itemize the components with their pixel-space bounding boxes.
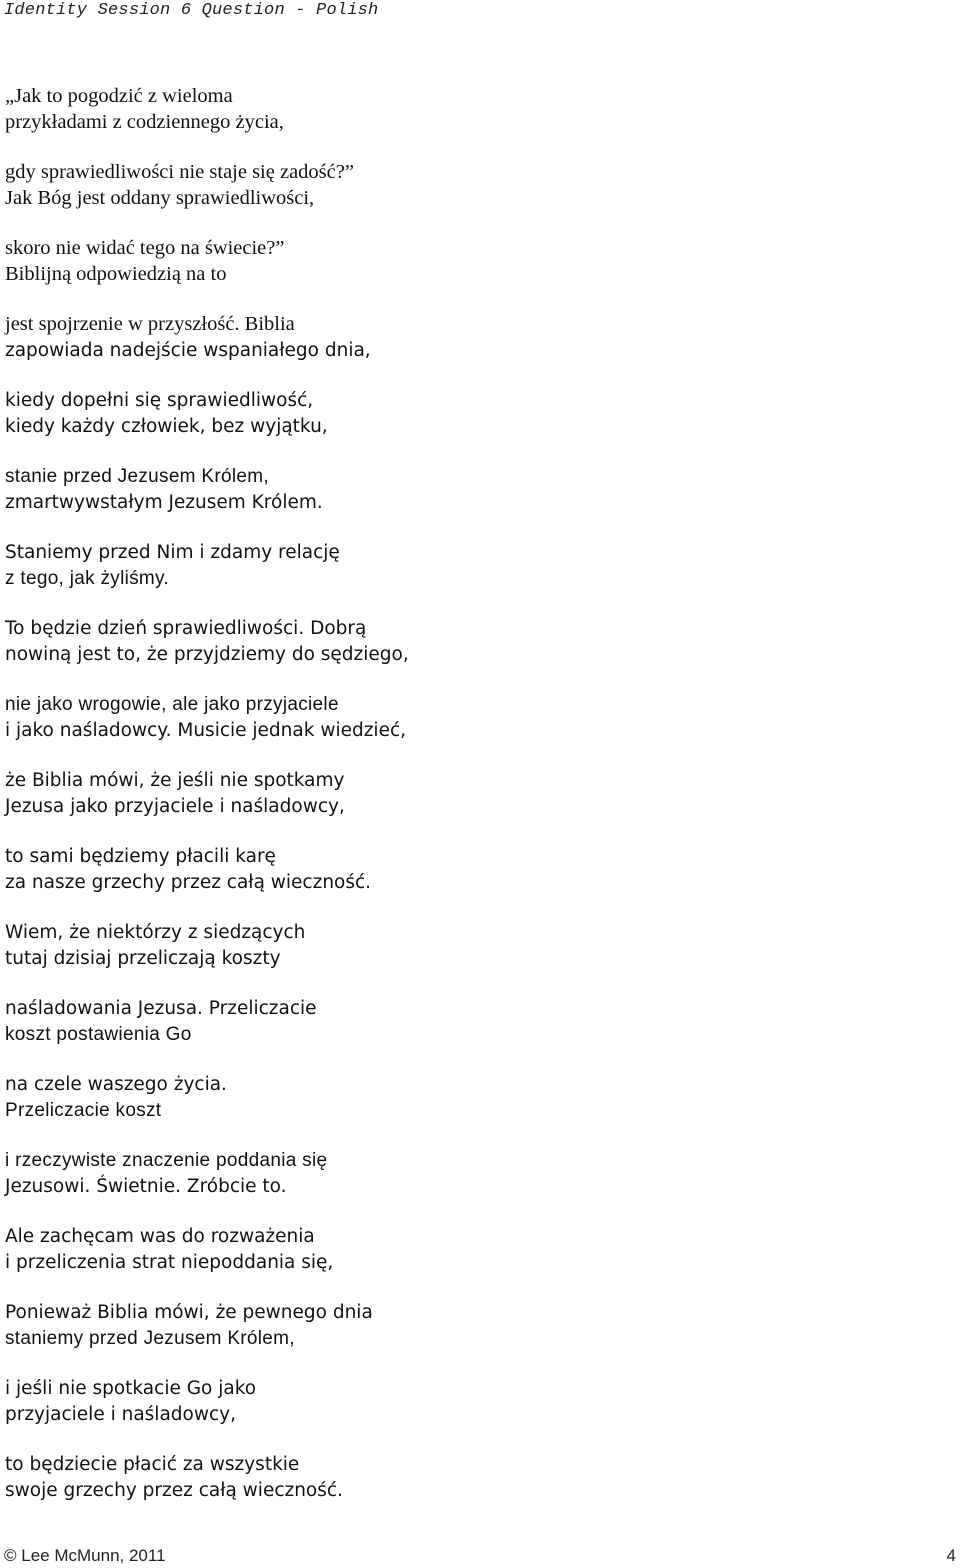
document-header: Identity Session 6 Question - Polish [4, 1, 379, 20]
text-line: stanie przed Jezusem Królem, [5, 466, 269, 487]
text-line: swoje grzechy przez całą wieczność. [5, 1479, 343, 1501]
text-line: staniemy przed Jezusem Królem, [5, 1327, 295, 1349]
document-body [5, 84, 945, 1503]
text-line: Ponieważ Biblia mówi, że pewnego dnia [5, 1302, 373, 1323]
text-line: Biblijną odpowiedzią na to [5, 262, 227, 285]
text-line: to sami będziemy płacili karę [5, 846, 276, 867]
stanza [5, 1452, 945, 1503]
page-number: 4 [946, 1546, 956, 1565]
text-line: na czele waszego życia. [5, 1074, 227, 1095]
text-line: i przeliczenia strat niepoddania się, [5, 1251, 334, 1273]
stanza [5, 768, 945, 819]
text-line: gdy sprawiedliwości nie staje się zadość?” [5, 161, 354, 183]
text-line: Jak Bóg jest oddany sprawiedliwości, [5, 186, 315, 209]
stanza [5, 160, 945, 211]
text-line: za nasze grzechy przez całą wieczność. [5, 871, 372, 893]
stanza [5, 312, 945, 363]
stanza [5, 692, 945, 743]
text-line: z tego, jak żyliśmy. [5, 567, 170, 589]
stanza [5, 388, 945, 439]
copyright-notice: © Lee McMunn, 2011 [4, 1546, 166, 1565]
text-line: i jako naśladowcy. Musicie jednak wiedzieć, [5, 719, 407, 741]
stanza [5, 1224, 945, 1275]
text-line: Ale zachęcam was do rozważenia [5, 1226, 315, 1247]
text-line: zapowiada nadejście wspaniałego dnia, [5, 339, 371, 361]
text-line: Wiem, że niektórzy z siedzących [5, 922, 306, 943]
stanza [5, 84, 945, 135]
text-line: że Biblia mówi, że jeśli nie spotkamy [5, 770, 345, 791]
text-line: jest spojrzenie w przyszłość. Biblia [5, 313, 295, 335]
text-line: przykładami z codziennego życia, [5, 110, 284, 133]
text-line: kiedy dopełni się sprawiedliwość, [5, 390, 314, 411]
stanza [5, 1300, 945, 1351]
text-line: Staniemy przed Nim i zdamy relację [5, 542, 340, 563]
text-line: skoro nie widać tego na świecie?” [5, 237, 285, 259]
text-line: przyjaciele i naśladowcy, [5, 1403, 236, 1425]
text-line: zmartwywstałym Jezusem Królem. [5, 491, 323, 513]
text-line: tutaj dzisiaj przeliczają koszty [5, 947, 281, 969]
text-line: Przeliczacie koszt [5, 1099, 162, 1121]
stanza [5, 920, 945, 971]
text-line: i rzeczywiste znaczenie poddania się [5, 1150, 328, 1171]
stanza [5, 844, 945, 895]
text-line: nowiną jest to, że przyjdziemy do sędziego, [5, 643, 409, 665]
text-line: koszt postawienia Go [5, 1023, 192, 1045]
text-line: kiedy każdy człowiek, bez wyjątku, [5, 415, 328, 437]
text-line: naśladowania Jezusa. Przeliczacie [5, 998, 317, 1019]
stanza [5, 540, 945, 591]
stanza [5, 1376, 945, 1427]
text-line: Jezusa jako przyjaciele i naśladowcy, [5, 795, 345, 817]
text-line: Jezusowi. Świetnie. Zróbcie to. [5, 1175, 287, 1197]
stanza [5, 464, 945, 515]
text-line: to będziecie płacić za wszystkie [5, 1454, 300, 1475]
stanza [5, 236, 945, 287]
text-line: „Jak to pogodzić z wieloma [5, 85, 233, 107]
text-line: i jeśli nie spotkacie Go jako [5, 1378, 257, 1399]
text-line: nie jako wrogowie, ale jako przyjaciele [5, 694, 339, 715]
stanza [5, 616, 945, 667]
stanza [5, 1072, 945, 1123]
text-line: To będzie dzień sprawiedliwości. Dobrą [5, 618, 367, 639]
stanza [5, 996, 945, 1047]
stanza [5, 1148, 945, 1199]
